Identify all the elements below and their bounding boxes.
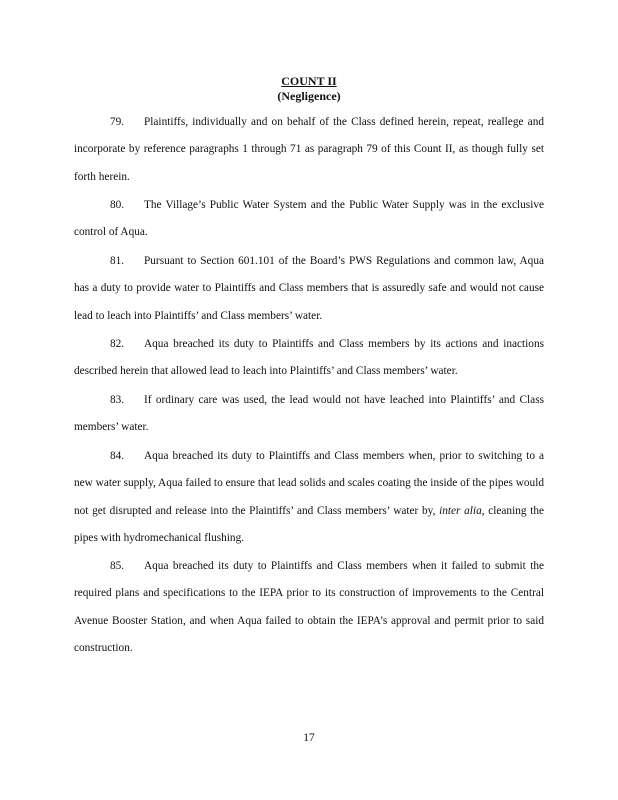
paragraph-number: 81. <box>110 255 125 267</box>
paragraph-text: Aqua breached its duty to Plaintiffs and Class members when it failed to submit the required plans and specifications to the IEPA prior to its construction of improvements to the Central Avenue Booster Station, and when Aqua failed to obtain the IEPA’s approval and permit prior to said construction. <box>74 560 544 655</box>
paragraph-81 <box>74 248 544 330</box>
paragraph-number: 82. <box>110 338 125 350</box>
paragraph-number: 83. <box>110 394 125 406</box>
paragraph-text-continued: cleaning the pipes with hydromechanical flushing. <box>74 504 545 545</box>
paragraph-85 <box>74 553 544 663</box>
paragraph-80 <box>74 192 544 247</box>
paragraph-text: Aqua breached its duty to Plaintiffs and Class members by its actions and inactions described herein that allowed lead to leach into Plaintiffs’ and Class members’ water. <box>74 338 544 378</box>
paragraph-text: Aqua breached its duty to Plaintiffs and Class members when, prior to switching to a new water supply, Aqua failed to ensure that lead solids and scales coating the inside of the pipes would not get disrupted and release into the Plaintiffs’ and Class members’ water by, <box>74 450 544 517</box>
paragraph-84 <box>74 443 544 553</box>
page-number: 17 <box>303 732 315 744</box>
paragraph-text: If ordinary care was used, the lead would not have leached into Plaintiffs’ and Class members’ water. <box>74 394 544 434</box>
paragraph-83 <box>74 387 544 442</box>
paragraph-number: 80. <box>110 199 125 211</box>
paragraph-text: Pursuant to Section 601.101 of the Board’s PWS Regulations and common law, Aqua has a duty to provide water to Plaintiffs and Class members that is assuredly safe and would not cause lead to leach into Plaintiffs’ and Class members’ water. <box>74 255 544 322</box>
count-subtitle: (Negligence) <box>277 89 341 103</box>
paragraph-text: The Village’s Public Water System and the Public Water Supply was in the exclusive control of Aqua. <box>74 199 544 239</box>
paragraph-number: 84. <box>110 450 125 462</box>
paragraph-number: 85. <box>110 560 125 572</box>
paragraph-number: 79. <box>110 116 125 128</box>
paragraph-79 <box>74 109 544 191</box>
paragraph-text: Plaintiffs, individually and on behalf of the Class defined herein, repeat, reallege and incorporate by reference paragraphs 1 through 71 as paragraph 79 of this Count II, as though fully set forth herein. <box>74 116 544 183</box>
paragraph-82 <box>74 331 544 386</box>
paragraph-italic-text: inter alia, <box>439 504 485 517</box>
count-title: COUNT II <box>281 74 337 88</box>
